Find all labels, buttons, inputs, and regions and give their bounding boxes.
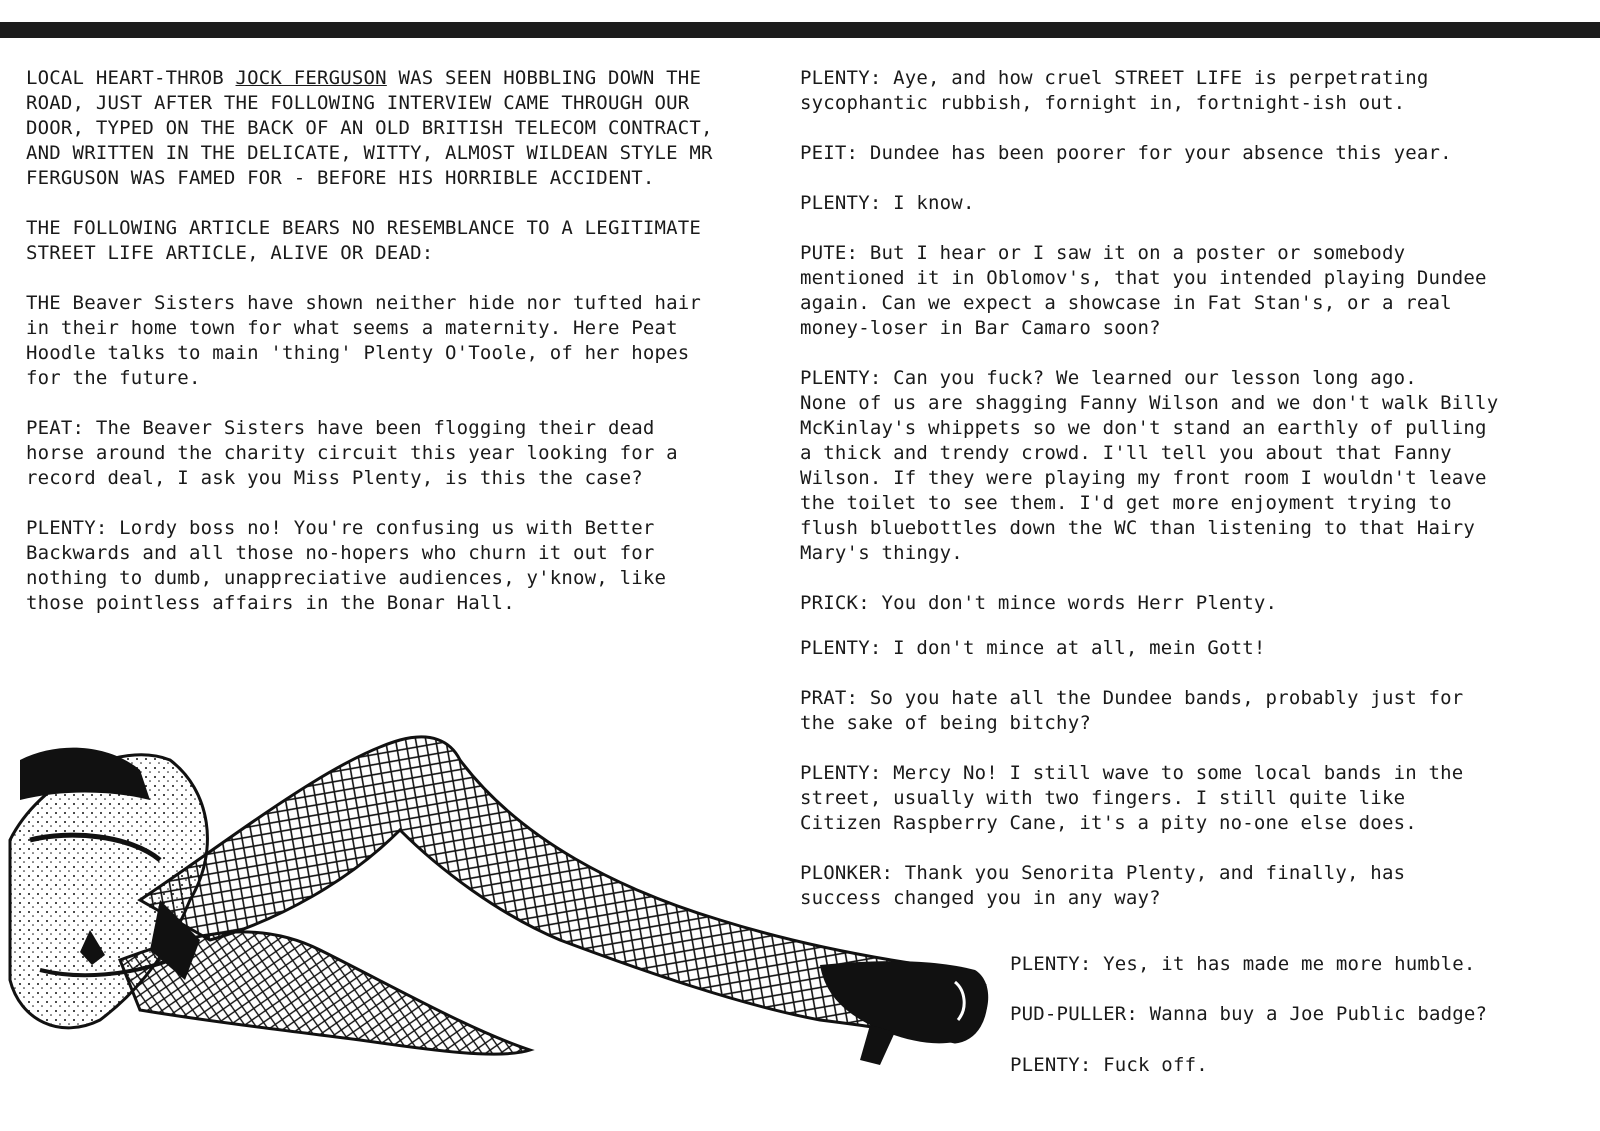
right-paragraph-0: PLENTY: Aye, and how cruel STREET LIFE is perpetrating sycophantic rubbish, fornight in, fortnight-ish out.	[800, 67, 1429, 114]
right-paragraph-5: PRICK: You don't mince words Herr Plenty.	[800, 592, 1278, 614]
left-paragraph-2: PLENTY: Lordy boss no! You're confusing us with Better Backwards and all those no-hopers who churn it out for nothing to dumb, unappreciative audiences, y'know, like those pointless affairs in the Bonar Hall.	[26, 517, 667, 614]
right-paragraph-6: PLENTY: I don't mince at all, mein Gott!	[800, 637, 1266, 659]
right-paragraph-8: PLENTY: Mercy No! I still wave to some local bands in the street, usually with two fingers. I still quite like Citizen Raspberry Cane, it's a pity no-one else does.	[800, 762, 1464, 834]
right-paragraph-4: PLENTY: Can you fuck? We learned our lesson long ago. None of us are shagging Fanny Wilson and we don't walk Billy McKinlay's whippets so we don't stand an earthly of pulling a thick and trendy crowd. I'll tell you about that Fanny Wilson. If they were playing my front room I wouldn't leave the toilet to see them. I'd get more enjoyment trying to flush bluebottles down the WC than listening to that Hairy Mary's thingy.	[800, 367, 1499, 564]
right-paragraph-1: PEIT: Dundee has been poorer for your absence this year.	[800, 142, 1452, 164]
header-rule	[0, 22, 1600, 38]
fishnet-legs-illustration-icon	[0, 720, 1000, 1100]
intro-start: LOCAL HEART-THROB	[26, 67, 236, 89]
right-paragraph-7: PRAT: So you hate all the Dundee bands, probably just for the sake of being bitchy?	[800, 687, 1464, 734]
tail-paragraph-0: PLENTY: Yes, it has made me more humble.	[1010, 953, 1476, 975]
left-paragraph-0: THE Beaver Sisters have shown neither hide nor tufted hair in their home town for what seems a maternity. Here Peat Hoodle talks to main 'thing' Plenty O'Toole, of her hopes for the future.	[26, 292, 702, 389]
tail-paragraph-2: PLENTY: Fuck off.	[1010, 1054, 1208, 1076]
tail-paragraph-1: PUD-PULLER: Wanna buy a Joe Public badge?	[1010, 1003, 1488, 1025]
disclaimer-paragraph: THE FOLLOWING ARTICLE BEARS NO RESEMBLANCE TO A LEGITIMATE STREET LIFE ARTICLE, ALIVE OR DEAD:	[26, 217, 702, 264]
intro-paragraph	[26, 66, 766, 191]
left-paragraph-1: PEAT: The Beaver Sisters have been flogging their dead horse around the charity circuit this year looking for a record deal, I ask you Miss Plenty, is this the case?	[26, 417, 678, 489]
intro-rest: WAS SEEN HOBBLING DOWN THE ROAD, JUST AFTER THE FOLLOWING INTERVIEW CAME THROUGH OUR DOOR, TYPED ON THE BACK OF AN OLD BRITISH TELECOM CONTRACT, AND WRITTEN IN THE DELICATE, WITTY, ALMOST WILDEAN STYLE MR FERGUSON WAS FAMED FOR - BEFORE HIS HORRIBLE ACCIDENT.	[26, 67, 713, 189]
jock-ferguson-name: JOCK FERGUSON	[235, 67, 387, 89]
right-paragraph-3: PUTE: But I hear or I saw it on a poster or somebody mentioned it in Oblomov's, that you intended playing Dundee again. Can we expect a showcase in Fat Stan's, or a real money-loser in Bar Camaro soon?	[800, 242, 1487, 339]
right-paragraph-2: PLENTY: I know.	[800, 192, 975, 214]
left-column	[26, 66, 766, 641]
right-paragraph-9: PLONKER: Thank you Senorita Plenty, and finally, has success changed you in any way?	[800, 862, 1406, 909]
